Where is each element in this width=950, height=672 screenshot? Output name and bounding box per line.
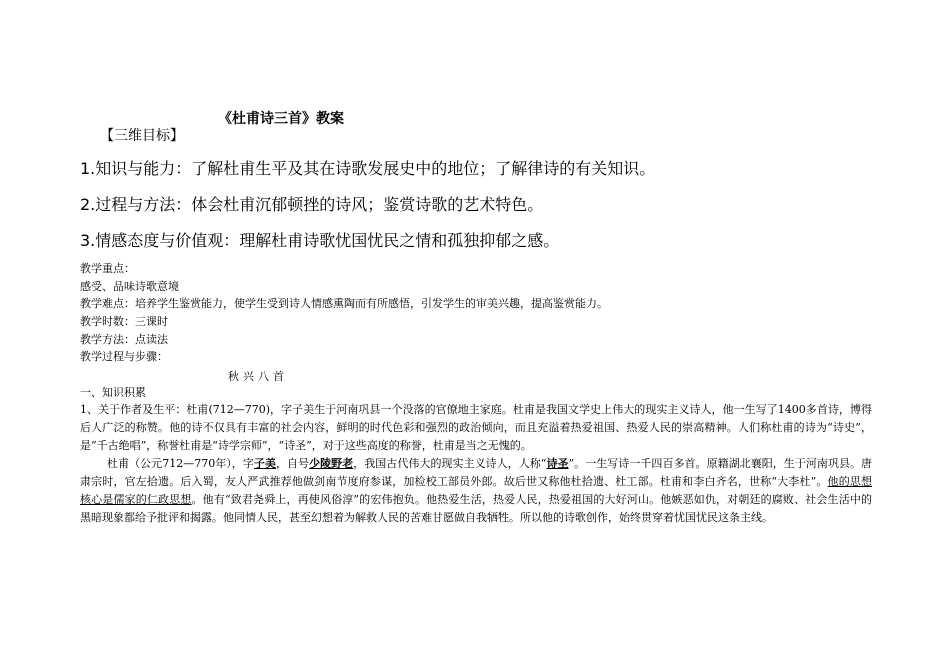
hours-line: 教学时数：三课时 — [80, 315, 168, 328]
core-thought: 他的思想核心是儒家的仁政思想 — [80, 475, 873, 506]
process-line: 教学过程与步骤： — [80, 350, 168, 363]
method-line: 教学方法：点读法 — [80, 333, 168, 346]
document-title: 《杜甫诗三首》教案 — [218, 111, 344, 127]
difficulty-line: 教学难点：培养学生鉴赏能力，使学生受到诗人情感熏陶而有所感悟，引发学生的审美兴趣，提高鉴赏能力。 — [80, 297, 608, 310]
bio-text: ，我国古代伟大的现实主义诗人，人称“ — [353, 457, 547, 470]
goal-emotion: 3.情感态度与价值观：理解杜甫诗歌忧国忧民之情和孤独抑郁之感。 — [80, 231, 560, 250]
part-one-heading: 一、知识积累 — [80, 386, 146, 399]
section-heading: 【三维目标】 — [100, 128, 184, 144]
bio-text: 。他有“致君尧舜上，再使风俗淳”的宏伟抱负。他热爱生活，热爱人民，热爱祖国的大好河山。他嫉恶如仇，对朝廷的腐败、社会生活中的黑暗现象都给予批评和揭露。他同情人民，甚至幻想着为解救人民的苦难甘愿做自我牺牲。所以他的诗歌创作，始终贯穿着忧国忧民这条主线。 — [80, 493, 872, 524]
honorific-title: 诗圣 — [546, 457, 569, 470]
biography-paragraph — [80, 455, 872, 527]
key-point-label: 教学重点： — [80, 262, 135, 275]
self-alias: 少陵野老 — [309, 457, 354, 470]
key-point-content: 感受、品味诗歌意境 — [80, 280, 179, 293]
bio-text: ，自号 — [275, 457, 310, 470]
author-paragraph: 1、关于作者及生平：杜甫(712—770)，字子美生于河南巩县一个没落的官僚地主家庭。杜甫是我国文学史上伟大的现实主义诗人，他一生写了1400多首诗，博得后人广泛的称赞。他的诗不仅具有丰富的社会内容，鲜明的时代色彩和强烈的政治倾向，而且充溢着热爱祖国、热爱人民的崇高精神。人们称杜甫的诗为“诗史”，是“千古绝唱”，称誉杜甫是“诗学宗师”，“诗圣”，对于这些高度的称誉，杜甫是当之无愧的。 — [80, 403, 872, 452]
poem-title: 秋兴八首 — [228, 370, 288, 383]
goal-process: 2.过程与方法：体会杜甫沉郁顿挫的诗风；鉴赏诗歌的艺术特色。 — [80, 195, 544, 214]
bio-text: 杜甫（公元712—770年），字 — [107, 457, 254, 470]
bio-text: ”。一生写诗一千四百多首。原籍湖北襄阳，生于河南巩县。唐肃宗时，官左拾遗。后入蜀，友人严武推荐他做剑南节度府参谋，加检校工部员外郎。故后世又称他杜拾遗、杜工部。杜甫和李白齐名，世称“大李杜”。 — [80, 457, 873, 488]
goal-knowledge: 1.知识与能力：了解杜甫生平及其在诗歌发展史中的地位；了解律诗的有关知识。 — [80, 159, 656, 178]
courtesy-name: 子美 — [253, 457, 276, 470]
